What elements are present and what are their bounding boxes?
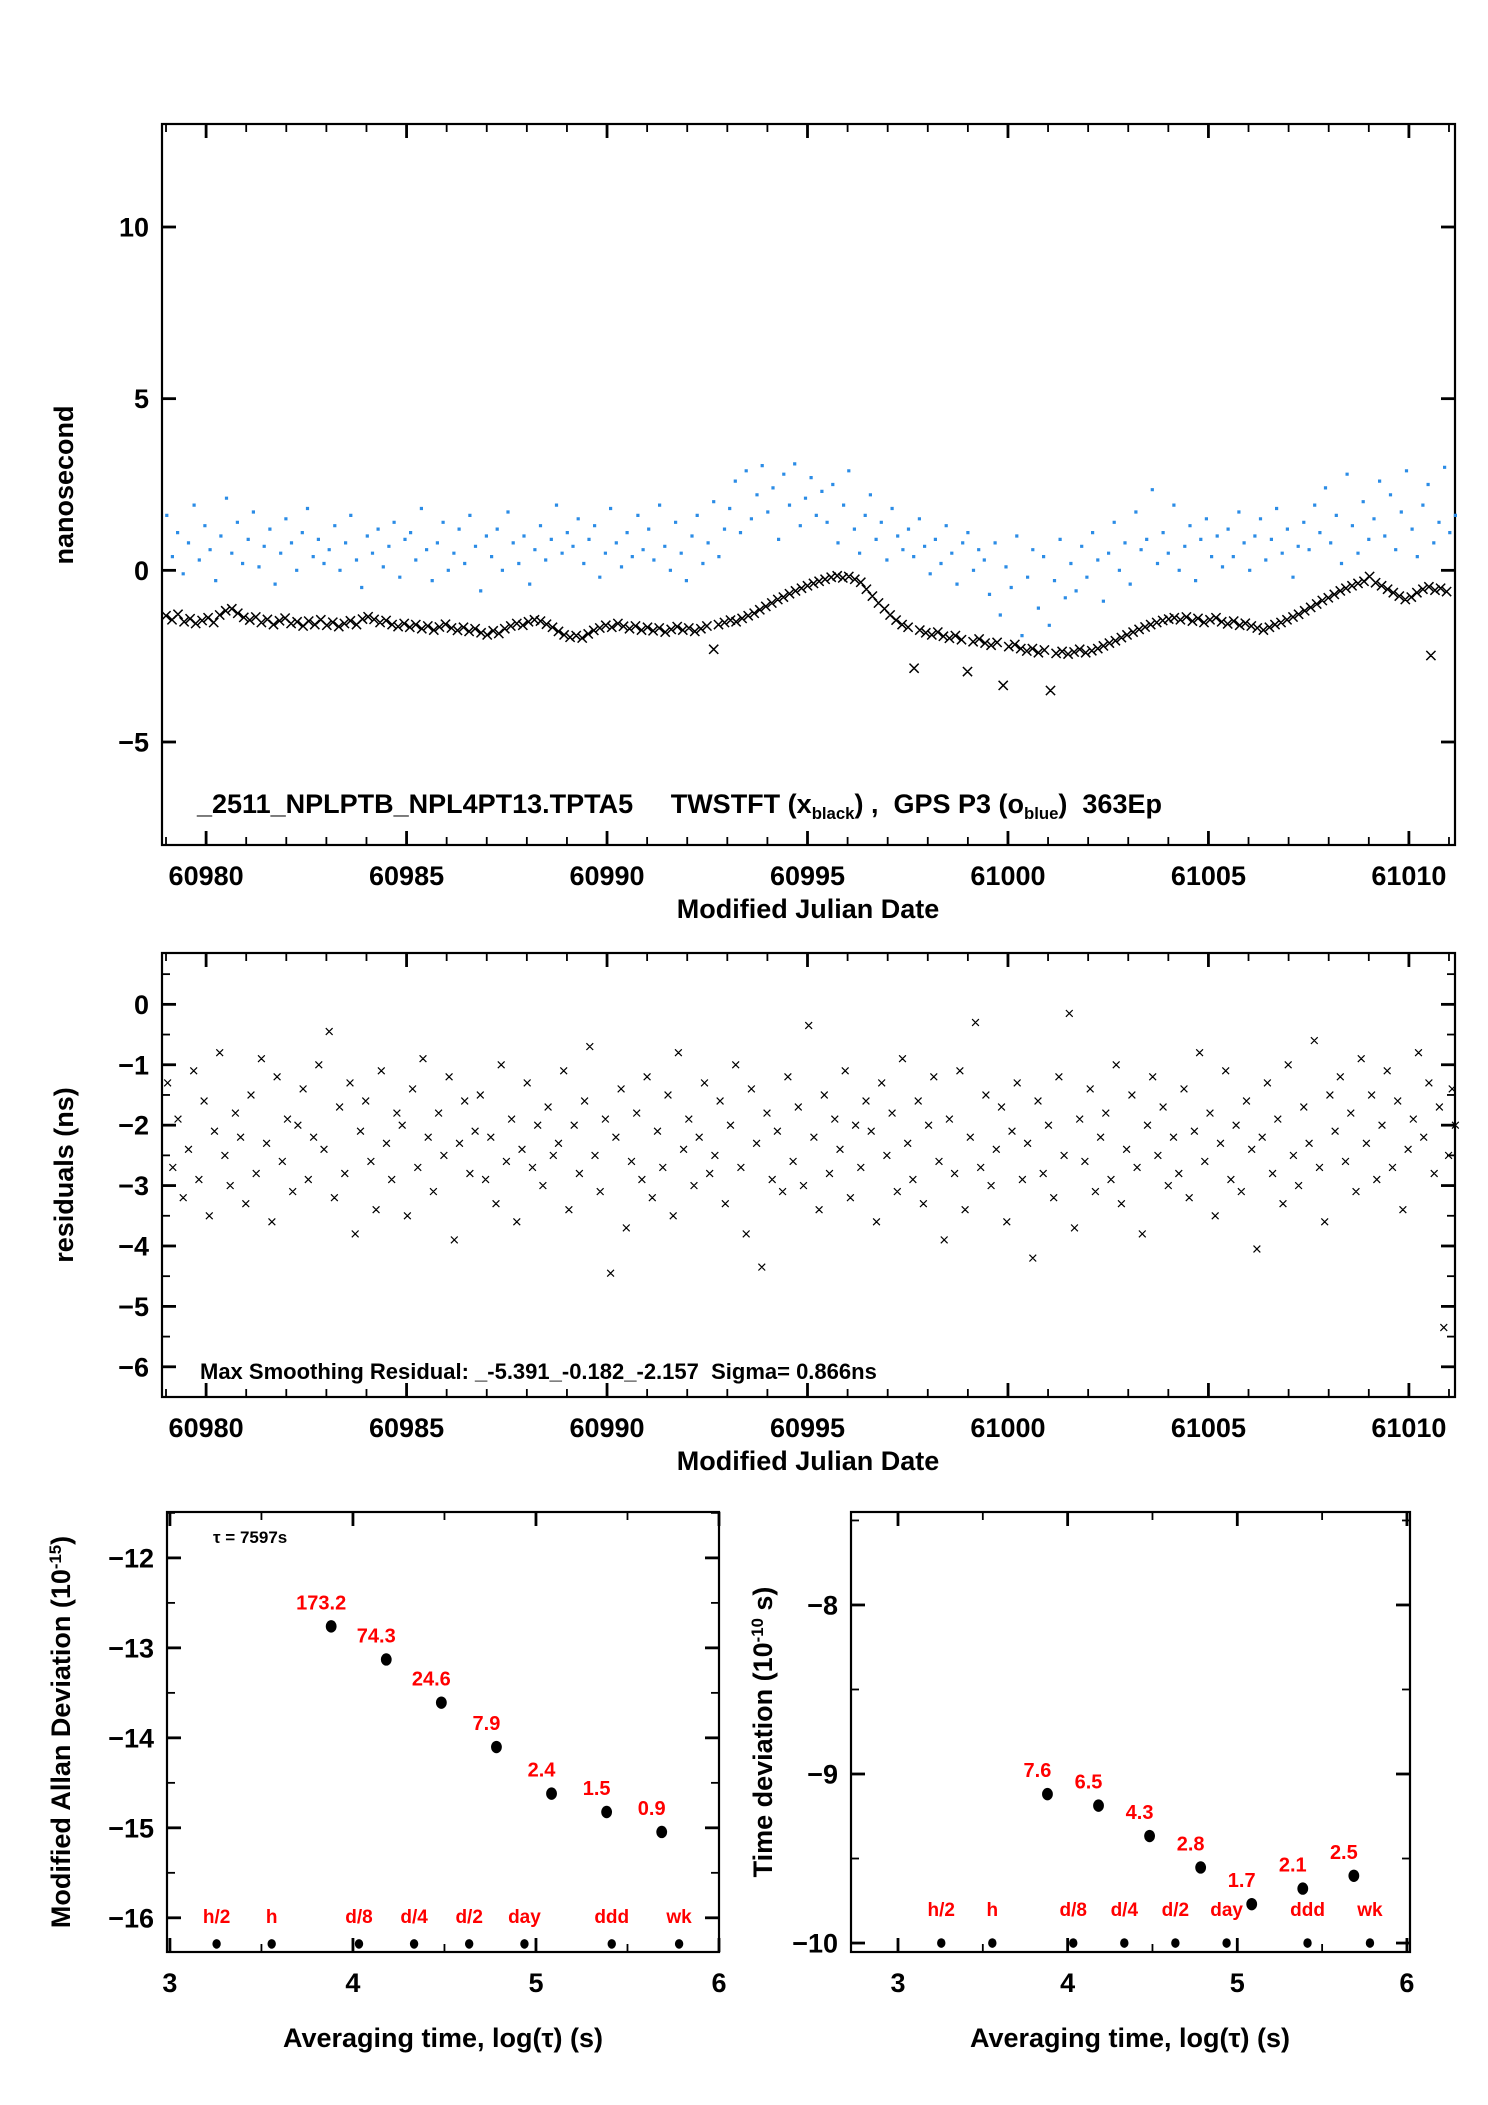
- svg-text:day: day: [1210, 1899, 1243, 1921]
- svg-text:60990: 60990: [569, 861, 645, 891]
- xlabel-middle-panel: Modified Julian Date: [676, 1446, 940, 1476]
- svg-text:60980: 60980: [168, 861, 244, 891]
- svg-text:6: 6: [1399, 1968, 1415, 1998]
- svg-text:173.2: 173.2: [296, 1592, 347, 1615]
- svg-text:h: h: [986, 1899, 999, 1921]
- svg-text:61010: 61010: [1371, 1413, 1447, 1443]
- svg-text:0: 0: [133, 555, 149, 586]
- svg-text:h/2: h/2: [927, 1899, 955, 1921]
- svg-text:d/8: d/8: [1059, 1899, 1087, 1921]
- svg-text:h: h: [265, 1907, 278, 1929]
- svg-text:4: 4: [1060, 1968, 1076, 1998]
- svg-text:4: 4: [345, 1968, 361, 1998]
- svg-text:−14: −14: [108, 1723, 154, 1754]
- svg-text:d/8: d/8: [345, 1907, 373, 1929]
- svg-text:d/2: d/2: [1161, 1899, 1190, 1921]
- svg-text:1.5: 1.5: [582, 1777, 611, 1800]
- svg-text:−5: −5: [118, 1291, 149, 1322]
- svg-text:61000: 61000: [970, 1413, 1046, 1443]
- svg-text:−8: −8: [807, 1590, 838, 1621]
- svg-text:h/2: h/2: [202, 1907, 231, 1929]
- svg-text:60985: 60985: [369, 1413, 445, 1443]
- svg-text:60990: 60990: [569, 1413, 645, 1443]
- svg-text:2.4: 2.4: [527, 1759, 556, 1782]
- svg-text:−1: −1: [118, 1050, 149, 1081]
- svg-text:74.3: 74.3: [356, 1625, 396, 1648]
- svg-text:6.5: 6.5: [1074, 1771, 1103, 1794]
- svg-text:wk: wk: [1357, 1899, 1383, 1921]
- ylabel-middle-panel: residuals (ns): [49, 1087, 79, 1263]
- svg-text:0: 0: [133, 989, 149, 1020]
- xlabel-top-panel: Modified Julian Date: [676, 894, 940, 924]
- svg-text:−15: −15: [108, 1813, 154, 1844]
- svg-text:−9: −9: [807, 1759, 838, 1790]
- ylabel-bottom-left: Modified Allan Deviation $(10^{-15})$: [45, 1535, 76, 1929]
- svg-text:−4: −4: [118, 1231, 149, 1262]
- svg-text:60995: 60995: [769, 861, 846, 891]
- svg-text:3: 3: [890, 1968, 906, 1998]
- plot-title: _2511_NPLPTB_NPL4PT13.TPTA5 TWSTFT $(x_{black})$ , GPS P3 $(o_{blue})$ 363Ep: [197, 789, 1162, 823]
- svg-text:61010: 61010: [1371, 861, 1447, 891]
- svg-text:61005: 61005: [1170, 861, 1246, 891]
- ylabel-top-panel: nanosecond: [49, 405, 79, 565]
- svg-text:d/2: d/2: [455, 1907, 483, 1929]
- svg-text:5: 5: [528, 1968, 544, 1998]
- svg-text:24.6: 24.6: [411, 1668, 451, 1691]
- svg-text:ddd: ddd: [1290, 1899, 1325, 1921]
- svg-text:−6: −6: [118, 1352, 149, 1383]
- svg-text:60985: 60985: [369, 861, 445, 891]
- svg-text:7.6: 7.6: [1023, 1760, 1052, 1783]
- svg-text:60980: 60980: [168, 1413, 244, 1443]
- svg-text:2.5: 2.5: [1329, 1841, 1358, 1864]
- max-smoothing-annotation: Max Smoothing Residual: _-5.391_-0.182_-2.157 Sigma= 0.866ns: [200, 1359, 877, 1384]
- svg-text:day: day: [508, 1907, 541, 1929]
- ylabel-bottom-right: Time deviation ($10^{-10}$ s): [747, 1586, 778, 1878]
- svg-text:2.1: 2.1: [1278, 1854, 1307, 1877]
- svg-text:3: 3: [162, 1968, 178, 1998]
- svg-text:−5: −5: [118, 727, 149, 758]
- svg-text:ddd: ddd: [594, 1907, 630, 1929]
- svg-text:10: 10: [118, 212, 149, 243]
- svg-text:−13: −13: [108, 1633, 154, 1664]
- xlabel-bottom-left: Averaging time, log(τ) (s): [282, 2023, 604, 2053]
- svg-text:7.9: 7.9: [472, 1713, 501, 1736]
- svg-text:6: 6: [711, 1968, 727, 1998]
- svg-text:61005: 61005: [1170, 1413, 1246, 1443]
- tau-annotation: τ = 7597s: [213, 1528, 288, 1547]
- svg-text:−12: −12: [108, 1543, 154, 1574]
- xlabel-bottom-right: Averaging time, log(τ) (s): [969, 2023, 1291, 2053]
- svg-text:−3: −3: [118, 1171, 149, 1202]
- svg-text:0.9: 0.9: [637, 1797, 666, 1820]
- svg-text:4.3: 4.3: [1125, 1802, 1154, 1825]
- svg-text:−16: −16: [108, 1903, 154, 1934]
- svg-text:wk: wk: [666, 1907, 692, 1929]
- svg-text:5: 5: [1229, 1968, 1245, 1998]
- svg-text:d/4: d/4: [400, 1907, 428, 1929]
- svg-text:2.8: 2.8: [1176, 1833, 1205, 1856]
- svg-text:−2: −2: [118, 1110, 149, 1141]
- svg-text:−10: −10: [792, 1928, 838, 1959]
- svg-text:60995: 60995: [769, 1413, 846, 1443]
- svg-text:d/4: d/4: [1110, 1899, 1139, 1921]
- svg-text:5: 5: [133, 384, 149, 415]
- svg-text:61000: 61000: [970, 861, 1046, 891]
- svg-text:1.7: 1.7: [1227, 1870, 1256, 1893]
